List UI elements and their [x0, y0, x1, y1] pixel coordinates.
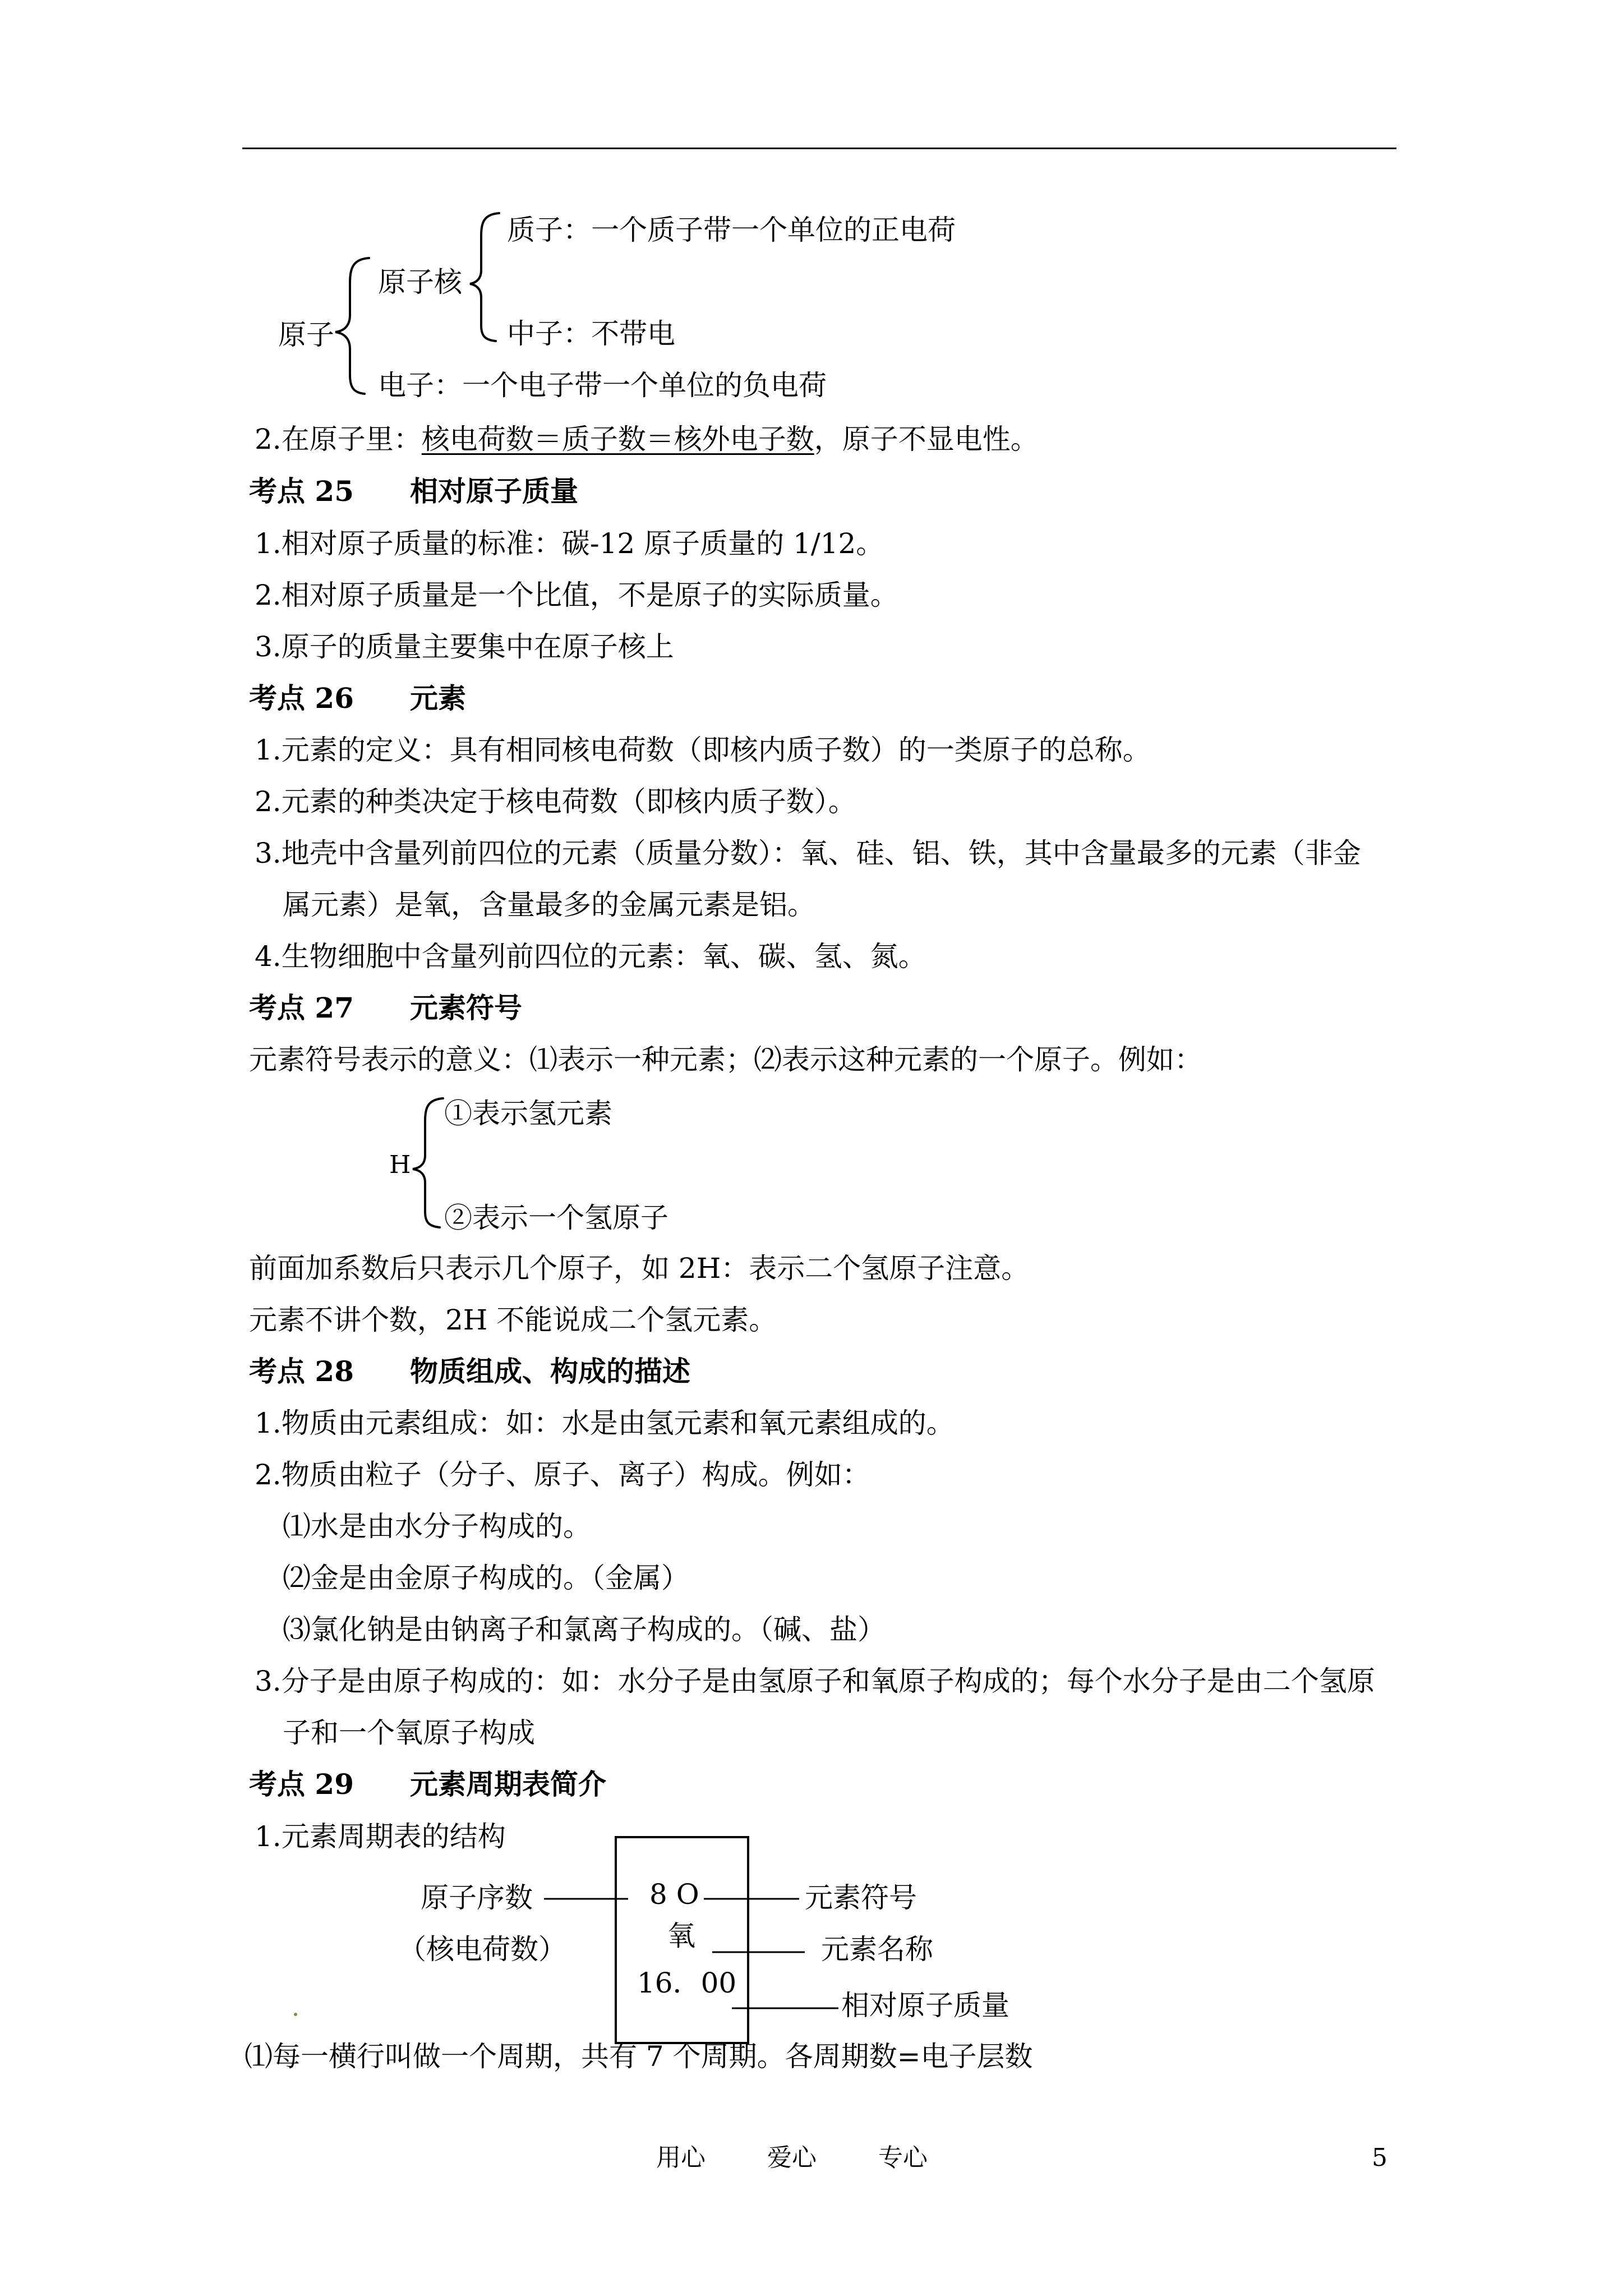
section26-item-continued: 属元素）是氧，含量最多的金属元素是铝。: [283, 889, 815, 921]
footer-slogan: 用心: [656, 2143, 706, 2172]
h-brace: [413, 1098, 443, 1227]
section28-item: 3.分子是由原子构成的：如：水分子是由氢原子和氧原子构成的；每个水分子是由二个氢原: [255, 1665, 1375, 1697]
section26-item: 3.地壳中含量列前四位的元素（质量分数）：氧、硅、铝、铁，其中含量最多的元素（非金: [255, 837, 1361, 869]
stray-dot: [294, 2013, 297, 2016]
section29-title: 考点 29 元素周期表简介: [249, 1768, 606, 1801]
section28-subitem: ⑵金是由金原子构成的。（金属）: [283, 1562, 689, 1594]
section26-item: 1.元素的定义：具有相同核电荷数（即核内质子数）的一类原子的总称。: [255, 734, 1151, 766]
section26-item: 4.生物细胞中含量列前四位的元素：氧、碳、氢、氮。: [255, 940, 926, 973]
neutron-description: 中子：不带电: [507, 318, 675, 350]
section26-item: 2.元素的种类决定于核电荷数（即核内质子数）。: [255, 785, 856, 818]
nucleus-label: 原子核: [378, 266, 462, 298]
cell-number-symbol: 8 O: [649, 1878, 699, 1911]
section28-item-continued: 子和一个氧原子构成: [283, 1717, 535, 1749]
electron-description: 电子：一个电子带一个单位的负电荷: [378, 369, 827, 402]
hydrogen-meaning-element: ①表示氢元素: [444, 1097, 612, 1130]
mass-label: 相对原子质量: [841, 1989, 1009, 2022]
period-note: ⑴每一横行叫做一个周期，共有 7 个周期。各周期数=电子层数: [245, 2040, 1033, 2073]
cell-element-name: 氧: [667, 1920, 695, 1952]
section28-item: 2.物质由粒子（分子、原子、离子）构成。例如：: [255, 1458, 870, 1491]
section27-note: 前面加系数后只表示几个原子，如 2H：表示二个氢原子注意。: [249, 1252, 1030, 1285]
hydrogen-meaning-atom: ②表示一个氢原子: [444, 1202, 668, 1234]
nucleus-brace: [470, 213, 499, 341]
section27-intro: 元素符号表示的意义：⑴表示一种元素；⑵表示这种元素的一个原子。例如：: [249, 1043, 1202, 1076]
section25-item: 2.相对原子质量是一个比值，不是原子的实际质量。: [255, 579, 898, 611]
neutral-paragraph: 2.在原子里：核电荷数＝质子数＝核外电子数，原子不显电性。: [255, 423, 1039, 455]
atom-label: 原子: [278, 319, 334, 351]
atom-brace: [335, 258, 369, 394]
section25-item: 1.相对原子质量的标准：碳-12 原子质量的 1/12。: [255, 527, 884, 560]
atomic-number-note: （核电荷数）: [398, 1933, 566, 1966]
section25-item: 3.原子的质量主要集中在原子核上: [255, 631, 674, 663]
section28-item: 1.物质由元素组成：如：水是由氢元素和氧元素组成的。: [255, 1407, 955, 1439]
section28-title: 考点 28 物质组成、构成的描述: [249, 1355, 690, 1388]
section26-title: 考点 26 元素: [249, 682, 466, 715]
proton-description: 质子：一个质子带一个单位的正电荷: [507, 214, 956, 246]
section27-title: 考点 27 元素符号: [249, 991, 522, 1024]
section27-note: 元素不讲个数，2H 不能说成二个氢元素。: [249, 1304, 777, 1336]
atomic-number-label: 原子序数: [421, 1881, 533, 1914]
name-label: 元素名称: [821, 1933, 933, 1966]
page-number: 5: [1372, 2143, 1387, 2172]
neutral-equality: 核电荷数＝质子数＝核外电子数: [421, 423, 814, 455]
section28-subitem: ⑶氯化钠是由钠离子和氯离子构成的。（碱、盐）: [283, 1613, 886, 1646]
section29-item: 1.元素周期表的结构: [255, 1820, 506, 1853]
footer-slogan: 专心: [878, 2143, 928, 2172]
section28-subitem: ⑴水是由水分子构成的。: [283, 1510, 591, 1543]
symbol-label: 元素符号: [805, 1881, 917, 1914]
section25-title: 考点 25 相对原子质量: [249, 475, 578, 508]
cell-atomic-mass: 16．00: [637, 1967, 737, 1999]
hydrogen-symbol: H: [389, 1151, 411, 1179]
footer-slogan: 爱心: [767, 2143, 817, 2172]
